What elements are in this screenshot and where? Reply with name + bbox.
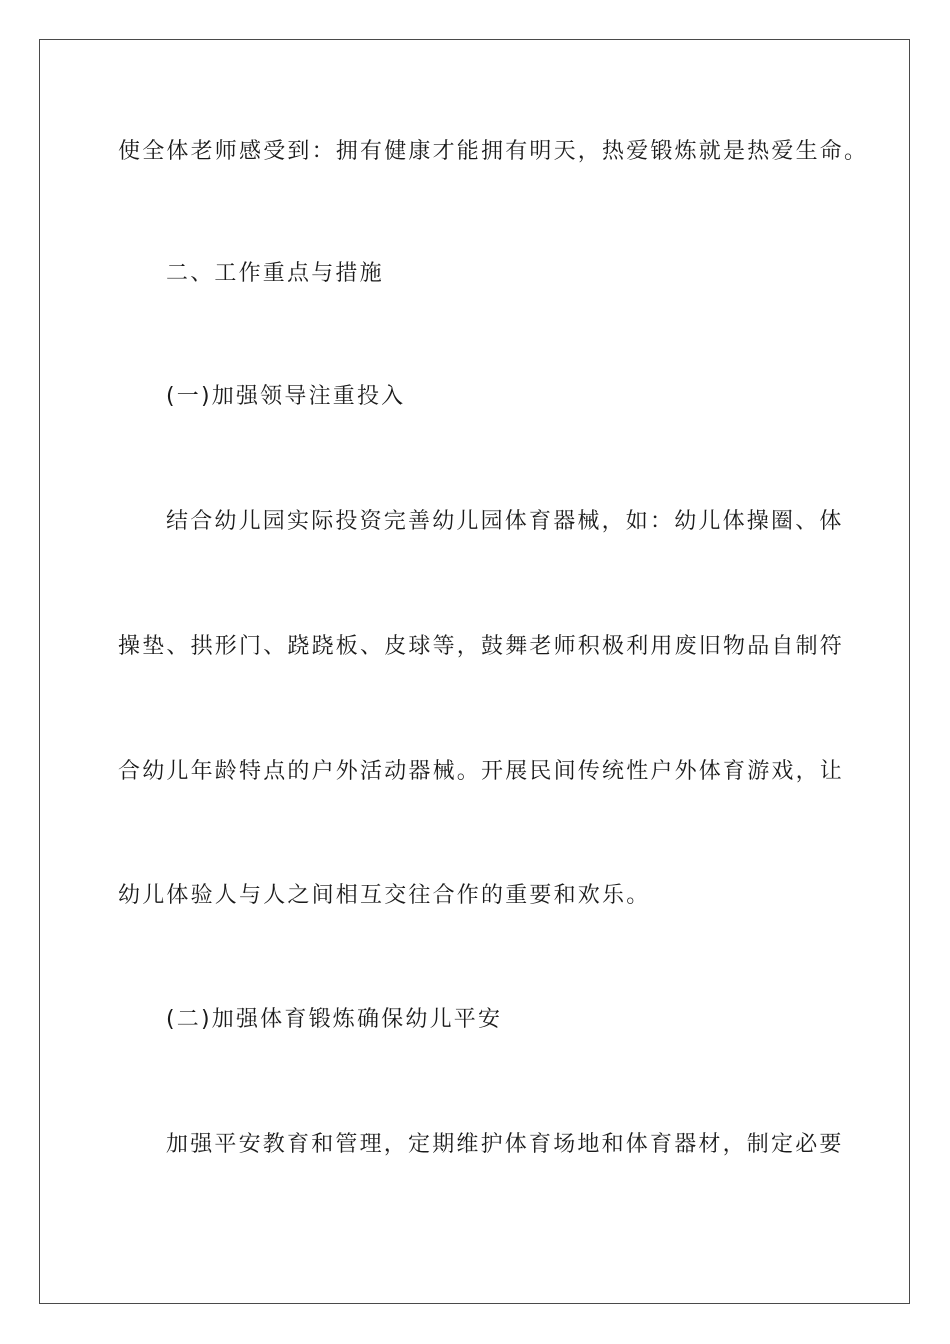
body-text-line: 结合幼儿园实际投资完善幼儿园体育器械，如：幼儿体操圈、体 <box>166 509 844 534</box>
body-text-line: 操垫、拱形门、跷跷板、皮球等，鼓舞老师积极利用废旧物品自制符 <box>118 634 845 659</box>
body-text-line: 使全体老师感受到：拥有健康才能拥有明天，热爱锻炼就是热爱生命。 <box>118 139 869 164</box>
subsection-heading: (一)加强领导注重投入 <box>166 384 406 409</box>
body-text-line: 加强平安教育和管理，定期维护体育场地和体育器材，制定必要 <box>166 1132 844 1157</box>
body-text-line: 幼儿体验人与人之间相互交往合作的重要和欢乐。 <box>118 883 651 908</box>
section-heading: 二、工作重点与措施 <box>166 261 384 286</box>
body-text-line: 合幼儿年龄特点的户外活动器械。开展民间传统性户外体育游戏，让 <box>118 759 845 784</box>
subsection-heading: (二)加强体育锻炼确保幼儿平安 <box>166 1007 503 1032</box>
page-border <box>39 39 910 1304</box>
